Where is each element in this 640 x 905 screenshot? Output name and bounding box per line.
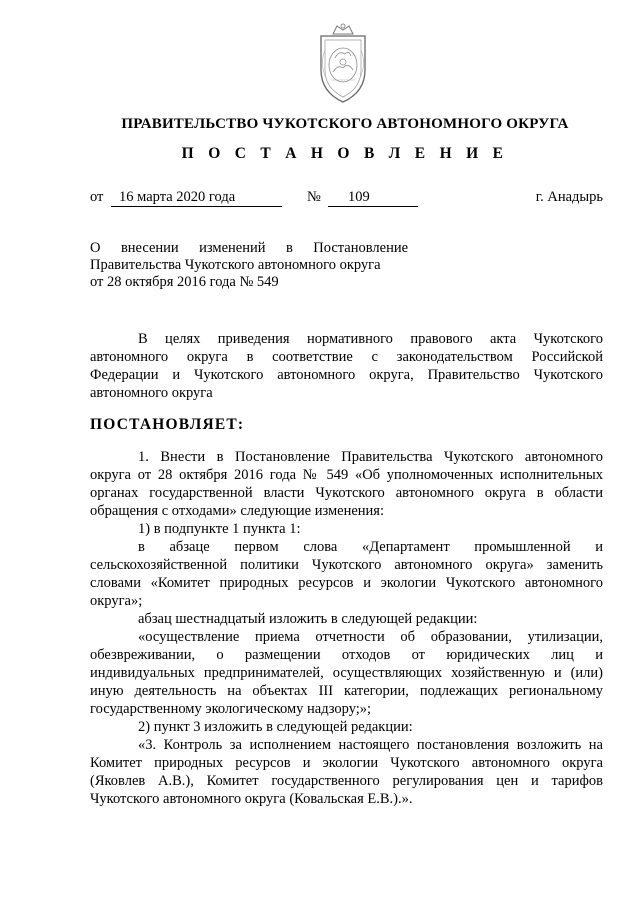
number-prefix: №	[307, 189, 321, 205]
resolution-body	[90, 448, 603, 808]
document-meta-row	[90, 189, 603, 209]
subject-line: от 28 октября 2016 года № 549	[90, 274, 279, 290]
body-line: (Яковлев А.В.), Комитет государственного регулирования цен и тарифов	[90, 773, 603, 789]
body-line: Комитет природных ресурсов и экологии Чукотского автономного округа	[90, 755, 603, 771]
body-line: иную деятельность на объектах III категории, подлежащих региональному	[90, 683, 603, 699]
subject-word: О	[90, 240, 101, 256]
subject-word: изменений	[199, 240, 266, 256]
body-line: словами «Комитет природных ресурсов и экологии Чукотского автономного	[90, 575, 603, 591]
body-line: в абзаце первом слова «Департамент промышленной и	[138, 539, 603, 555]
body-line: индивидуальных предпринимателей, осуществляющих хозяйственную и (или)	[90, 665, 603, 681]
body-line: органах государственной власти Чукотского автономного округа в области	[90, 485, 603, 501]
body-line: «осуществление приема отчетности об образовании, утилизации,	[138, 629, 603, 645]
body-line: сельскохозяйственной политики Чукотского автономного округа» заменить	[90, 557, 603, 573]
document-place: г. Анадырь	[535, 189, 603, 205]
document-type-heading: П О С Т А Н О В Л Е Н И Е	[181, 145, 509, 162]
body-line: 2) пункт 3 изложить в следующей редакции:	[138, 719, 413, 735]
government-title: ПРАВИТЕЛЬСТВО ЧУКОТСКОГО АВТОНОМНОГО ОКРУГА	[121, 116, 569, 132]
body-line: 1) в подпункте 1 пункта 1:	[138, 521, 301, 537]
body-line: округа»;	[90, 593, 143, 609]
subject-line	[90, 240, 408, 257]
body-line: абзац шестнадцатый изложить в следующей редакции:	[138, 611, 478, 627]
resolves-heading: ПОСТАНОВЛЯЕТ:	[90, 416, 245, 433]
body-line: 1. Внести в Постановление Правительства Чукотского автономного	[138, 449, 603, 465]
body-line: «3. Контроль за исполнением настоящего постановления возложить на	[138, 737, 603, 753]
date-prefix: от	[90, 189, 104, 205]
preamble-line: В целях приведения нормативного правового акта Чукотского	[138, 331, 603, 347]
preamble-line: Федерации и Чукотского автономного округа, Правительство Чукотского	[90, 367, 603, 383]
body-line: округа от 28 октября 2016 года № 549 «Об уполномоченных исполнительных	[90, 467, 603, 483]
preamble-line: автономного округа в соответствие с законодательством Российской	[90, 349, 603, 365]
body-line: Чукотского автономного округа (Ковальская Е.В.).».	[90, 791, 413, 807]
preamble	[90, 330, 603, 402]
coat-of-arms-emblem	[311, 20, 375, 106]
subject-word: внесении	[120, 240, 179, 256]
subject-word: в	[285, 240, 293, 256]
number-field	[328, 189, 418, 207]
subject-block	[90, 240, 408, 291]
subject-line: Правительства Чукотского автономного округа	[90, 257, 381, 273]
preamble-line: автономного округа	[90, 385, 213, 401]
body-line: государственному экологическому надзору;»;	[90, 701, 372, 717]
document-number: 109	[348, 189, 370, 205]
date-field	[111, 189, 282, 207]
subject-word: Постановление	[313, 240, 409, 256]
document-date: 16 марта 2020 года	[119, 189, 236, 205]
body-line: обращения с отходами» следующие изменения:	[90, 503, 385, 519]
body-line: обезвреживании, о размещении отходов от юридических лиц и	[90, 647, 603, 663]
